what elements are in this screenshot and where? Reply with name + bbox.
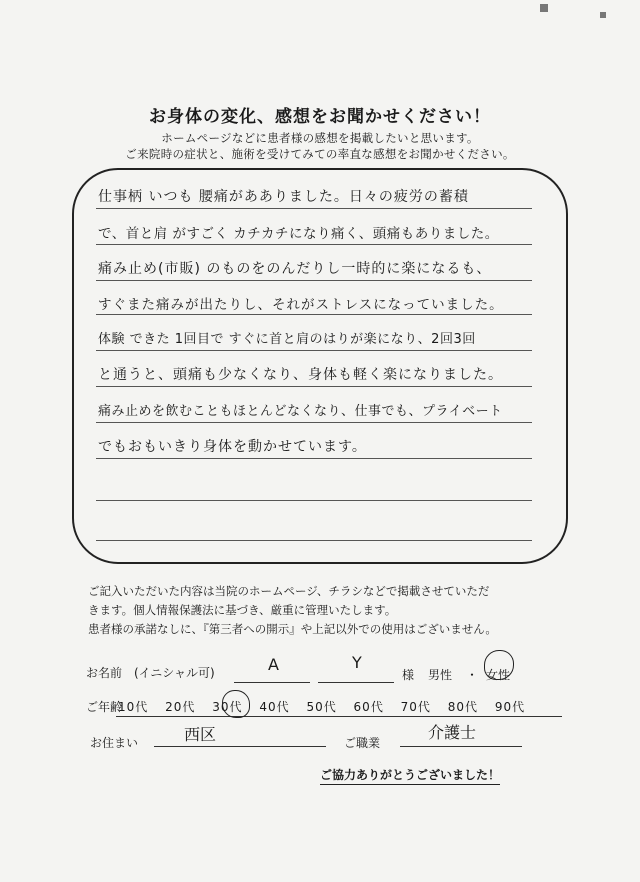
initial-last: Y bbox=[352, 653, 362, 672]
writing-line bbox=[96, 208, 532, 209]
page-title: お身体の変化、感想をお聞かせください！ bbox=[149, 107, 491, 127]
occupation-line bbox=[400, 746, 522, 747]
privacy-notice-3: 患者様の承諾なしに、『第三者への開示』や上記以外での使用はございません。 bbox=[88, 622, 497, 636]
handwritten-line: すぐまた痛みが出たりし、それがストレスになっていました。 bbox=[98, 297, 504, 313]
address-value: 西区 bbox=[184, 725, 217, 744]
age-option: 40代 bbox=[259, 700, 290, 714]
age-option: 80代 bbox=[447, 700, 479, 714]
writing-line bbox=[96, 540, 532, 541]
occupation-label: ご職業 bbox=[344, 736, 381, 750]
writing-line bbox=[96, 280, 532, 281]
age-option: 30代 bbox=[212, 700, 243, 714]
age-label: ご年齢 bbox=[86, 700, 123, 714]
writing-line bbox=[96, 244, 532, 245]
selection-circle bbox=[222, 690, 250, 718]
handwritten-line: 痛み止めを飲むこともほとんどなくなり、仕事でも、プライベート bbox=[98, 404, 503, 419]
gender-separator: ・ bbox=[466, 668, 479, 682]
thanks-message: ご協力ありがとうございました！ bbox=[320, 766, 500, 785]
handwritten-line: 仕事柄 いつも 腰痛があありました。日々の疲労の蓄積 bbox=[98, 189, 469, 205]
handwritten-line: でもおもいきり身体を動かせています。 bbox=[98, 439, 367, 455]
writing-line bbox=[96, 500, 532, 501]
age-option: 20代 bbox=[165, 700, 196, 714]
name-last-line bbox=[318, 682, 394, 683]
subtitle-line-1: ホームページなどに患者様の感想を掲載したいと思います。 bbox=[161, 131, 479, 145]
handwritten-line: 痛み止め(市販) のものをのんだりし一時的に楽になるも、 bbox=[98, 261, 492, 277]
selection-circle bbox=[484, 650, 514, 680]
honorific: 様 bbox=[402, 668, 415, 682]
handwritten-line: 体験 できた 1回目で すぐに首と肩のはりが楽になり、2回3回 bbox=[98, 332, 476, 347]
age-option: 70代 bbox=[400, 700, 431, 714]
address-line bbox=[154, 746, 326, 747]
writing-line bbox=[96, 458, 532, 459]
subtitle-line-2: ご来院時の症状と、施術を受けてみての率直な感想をお聞かせください。 bbox=[125, 147, 515, 161]
age-line bbox=[116, 716, 562, 717]
occupation-value: 介護士 bbox=[428, 723, 477, 742]
age-option: 60代 bbox=[353, 700, 384, 714]
gender-male: 男性 bbox=[428, 668, 453, 682]
scan-mark bbox=[600, 12, 606, 18]
writing-line bbox=[96, 422, 532, 423]
scan-mark bbox=[540, 4, 548, 12]
handwritten-line: で、首と肩 がすごく カチカチになり痛く、頭痛もありました。 bbox=[98, 226, 499, 242]
age-option: 10代 bbox=[118, 700, 149, 714]
writing-line bbox=[96, 314, 532, 315]
initial-first: A bbox=[268, 655, 279, 674]
age-option: 50代 bbox=[306, 700, 337, 714]
age-option: 90代 bbox=[494, 700, 526, 714]
writing-line bbox=[96, 350, 532, 351]
gender-female: 女性 bbox=[486, 668, 511, 682]
handwritten-line: と通うと、頭痛も少なくなり、身体も軽く楽になりました。 bbox=[98, 367, 503, 383]
name-first-line bbox=[234, 682, 310, 683]
writing-line bbox=[96, 386, 532, 387]
age-options bbox=[118, 698, 537, 715]
privacy-notice-1: ご記入いただいた内容は当院のホームページ、チラシなどで掲載させていただ bbox=[88, 584, 490, 598]
address-label: お住まい bbox=[90, 736, 139, 750]
privacy-notice-2: きます。個人情報保護法に基づき、厳重に管理いたします。 bbox=[88, 603, 397, 617]
name-label: お名前 (イニシャル可) bbox=[86, 666, 215, 680]
